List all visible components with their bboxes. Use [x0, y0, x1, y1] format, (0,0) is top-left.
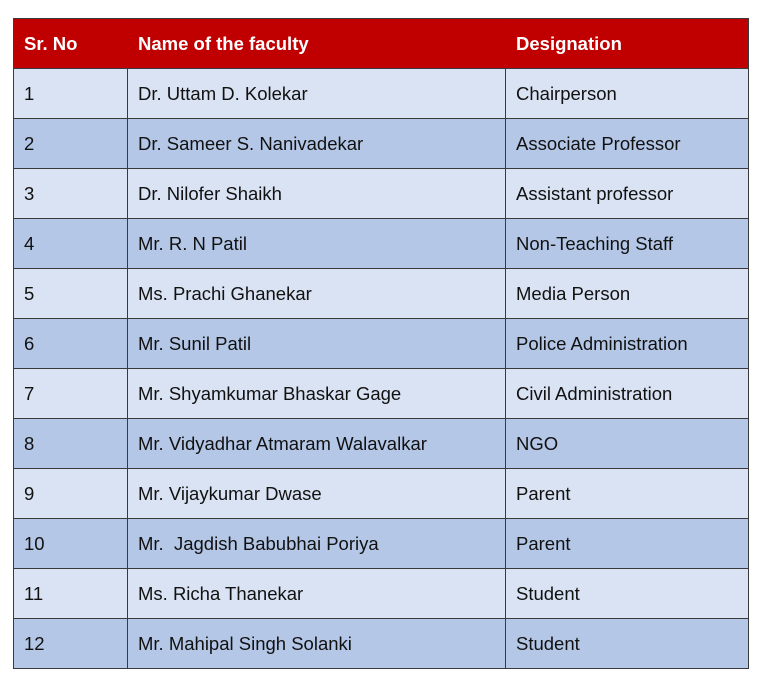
table-row — [14, 319, 749, 369]
cell-designation: Civil Administration — [506, 369, 749, 419]
cell-sr-no: 8 — [14, 419, 128, 469]
table-row — [14, 69, 749, 119]
cell-faculty-name: Ms. Richa Thanekar — [128, 569, 506, 619]
cell-sr-no: 7 — [14, 369, 128, 419]
cell-sr-no: 9 — [14, 469, 128, 519]
cell-designation: Student — [506, 619, 749, 669]
cell-faculty-name: Ms. Prachi Ghanekar — [128, 269, 506, 319]
faculty-table — [13, 18, 749, 669]
cell-faculty-name: Dr. Uttam D. Kolekar — [128, 69, 506, 119]
cell-designation: Parent — [506, 519, 749, 569]
cell-designation: Assistant professor — [506, 169, 749, 219]
table-row — [14, 119, 749, 169]
cell-faculty-name: Mr. Vidyadhar Atmaram Walavalkar — [128, 419, 506, 469]
cell-sr-no: 5 — [14, 269, 128, 319]
cell-designation: Chairperson — [506, 69, 749, 119]
cell-sr-no: 4 — [14, 219, 128, 269]
cell-faculty-name: Mr. Vijaykumar Dwase — [128, 469, 506, 519]
cell-designation: Student — [506, 569, 749, 619]
cell-designation: Non-Teaching Staff — [506, 219, 749, 269]
cell-sr-no: 2 — [14, 119, 128, 169]
header-sr-no: Sr. No — [14, 19, 128, 69]
cell-faculty-name: Dr. Sameer S. Nanivadekar — [128, 119, 506, 169]
cell-faculty-name: Mr. Mahipal Singh Solanki — [128, 619, 506, 669]
table-row — [14, 369, 749, 419]
table-row — [14, 169, 749, 219]
header-faculty-name: Name of the faculty — [128, 19, 506, 69]
cell-sr-no: 11 — [14, 569, 128, 619]
table-row — [14, 619, 749, 669]
cell-designation: Media Person — [506, 269, 749, 319]
cell-sr-no: 1 — [14, 69, 128, 119]
cell-sr-no: 3 — [14, 169, 128, 219]
cell-faculty-name: Dr. Nilofer Shaikh — [128, 169, 506, 219]
cell-designation: Associate Professor — [506, 119, 749, 169]
cell-sr-no: 6 — [14, 319, 128, 369]
table-row — [14, 469, 749, 519]
cell-faculty-name: Mr. Shyamkumar Bhaskar Gage — [128, 369, 506, 419]
cell-designation: NGO — [506, 419, 749, 469]
table-row — [14, 569, 749, 619]
cell-faculty-name: Mr. R. N Patil — [128, 219, 506, 269]
cell-designation: Police Administration — [506, 319, 749, 369]
header-designation: Designation — [506, 19, 749, 69]
table-row — [14, 219, 749, 269]
cell-faculty-name: Mr. Sunil Patil — [128, 319, 506, 369]
cell-sr-no: 12 — [14, 619, 128, 669]
cell-faculty-name: Mr. Jagdish Babubhai Poriya — [128, 519, 506, 569]
cell-sr-no: 10 — [14, 519, 128, 569]
table-row — [14, 419, 749, 469]
table-row — [14, 269, 749, 319]
table-header-row — [14, 19, 749, 69]
cell-designation: Parent — [506, 469, 749, 519]
table-row — [14, 519, 749, 569]
